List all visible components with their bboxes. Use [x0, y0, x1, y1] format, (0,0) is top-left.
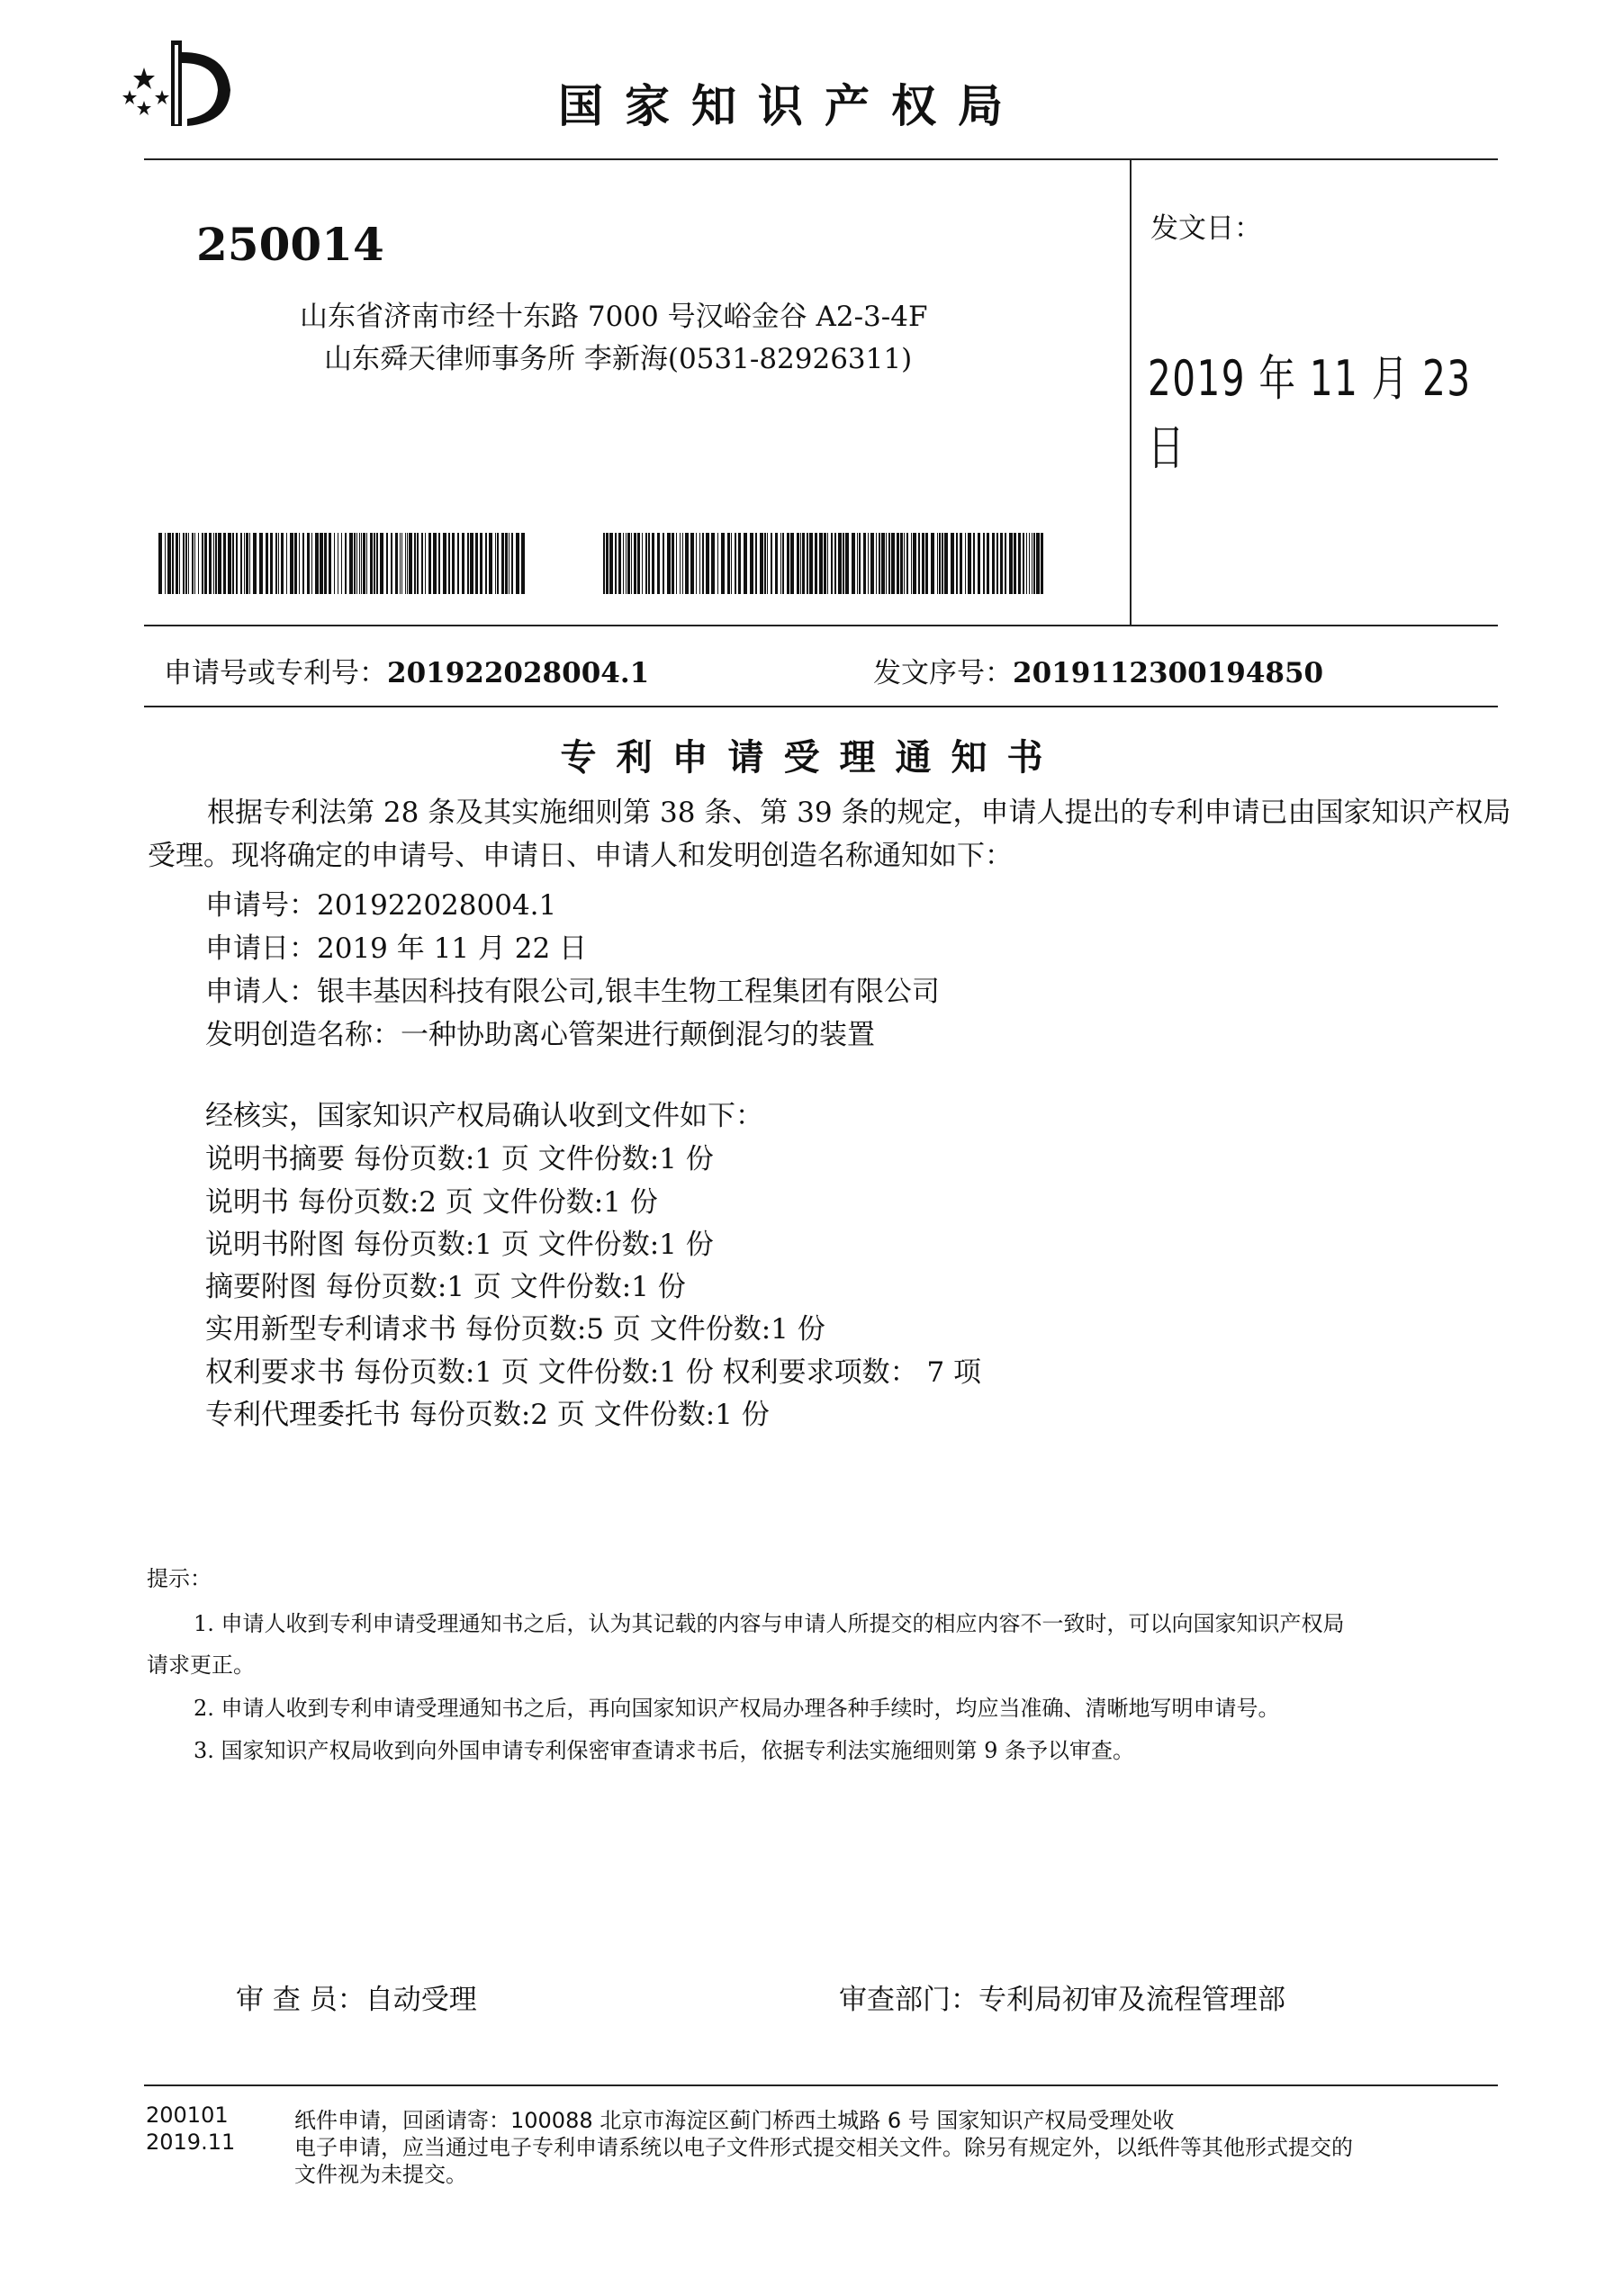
document-item: 专利代理委托书 每份页数:2 页 文件份数:1 份 [205, 1399, 770, 1431]
document-item: 说明书 每份页数:2 页 文件份数:1 份 [205, 1186, 658, 1219]
footer-line-1: 纸件申请，回函请寄：100088 北京市海淀区蓟门桥西土城路 6 号 国家知识产权局受理处收 [294, 2108, 1175, 2133]
header-divider [144, 158, 1498, 160]
address-divider [144, 625, 1498, 626]
examiner: 审 查 员：自动受理 [236, 1984, 477, 2016]
barcode-left [158, 533, 526, 594]
applicant-field: 申请人：银丰基因科技有限公司,银丰生物工程集团有限公司 [205, 976, 940, 1008]
document-item: 权利要求书 每份页数:1 页 文件份数:1 份 权利要求项数： 7 项 [205, 1356, 982, 1389]
date-column-divider [1130, 158, 1132, 625]
footer-line-3: 文件视为未提交。 [294, 2162, 467, 2187]
document-item: 说明书摘要 每份页数:1 页 文件份数:1 份 [205, 1143, 714, 1175]
numbers-divider [144, 706, 1498, 707]
tip-item: 2. 申请人收到专利申请受理通知书之后，再向国家知识产权局办理各种手续时，均应当准确、清晰地写明申请号。 [194, 1696, 1280, 1721]
address: 山东省济南市经十东路 7000 号汉峪金谷 A2-3-4F [300, 301, 928, 333]
footer-code-1: 200101 [146, 2102, 229, 2128]
document-item: 摘要附图 每份页数:1 页 文件份数:1 份 [205, 1271, 686, 1303]
postcode: 250014 [196, 218, 384, 271]
agent-contact: 山东舜天律师事务所 李新海(0531-82926311) [324, 343, 913, 375]
org-title: 国家知识产权局 [558, 80, 1024, 132]
tips-label: 提示： [147, 1566, 212, 1591]
application-number-row [164, 650, 649, 690]
footer-line-2: 电子申请，应当通过电子专利申请系统以电子文件形式提交相关文件。除另有规定外，以纸件等其他形式提交的 [294, 2135, 1353, 2160]
intro-line-2: 受理。现将确定的申请号、申请日、申请人和发明创造名称通知如下： [148, 840, 1013, 872]
application-number-value: 201922028004.1 [387, 657, 650, 689]
tip-item: 请求更正。 [147, 1652, 255, 1678]
received-intro: 经核实，国家知识产权局确认收到文件如下： [205, 1100, 763, 1132]
document-serial-value: 2019112300194850 [1013, 657, 1324, 689]
send-date-label: 发文日： [1150, 212, 1262, 245]
footer-divider [144, 2084, 1498, 2086]
tip-item: 1. 申请人收到专利申请受理通知书之后，认为其记载的内容与申请人所提交的相应内容不一致时，可以向国家知识产权局 [194, 1611, 1345, 1636]
document-item: 说明书附图 每份页数:1 页 文件份数:1 份 [205, 1229, 714, 1261]
send-date-value: 2019 年 11 月 23 日 [1148, 350, 1472, 476]
footer-code-2: 2019.11 [146, 2129, 236, 2155]
application-number-field: 申请号：201922028004.1 [205, 889, 557, 922]
application-date-field: 申请日：2019 年 11 月 22 日 [205, 932, 588, 965]
barcode-right [603, 533, 1044, 594]
cnipa-emblem-icon [117, 36, 252, 135]
examination-department: 审查部门：专利局初审及流程管理部 [839, 1984, 1285, 2016]
document-serial-label: 发文序号： [873, 657, 1013, 689]
invention-name-field: 发明创造名称：一种协助离心管架进行颠倒混匀的装置 [205, 1019, 875, 1051]
tip-item: 3. 国家知识产权局收到向外国申请专利保密审查请求书后，依据专利法实施细则第 9 条予以审查。 [194, 1738, 1135, 1763]
document-item: 实用新型专利请求书 每份页数:5 页 文件份数:1 份 [205, 1313, 825, 1346]
application-number-label: 申请号或专利号： [164, 657, 387, 689]
notice-title: 专利申请受理通知书 [560, 736, 1063, 779]
document-serial-row [873, 650, 1323, 690]
intro-line-1: 根据专利法第 28 条及其实施细则第 38 条、第 39 条的规定，申请人提出的专利申请已由国家知识产权局 [207, 797, 1511, 829]
